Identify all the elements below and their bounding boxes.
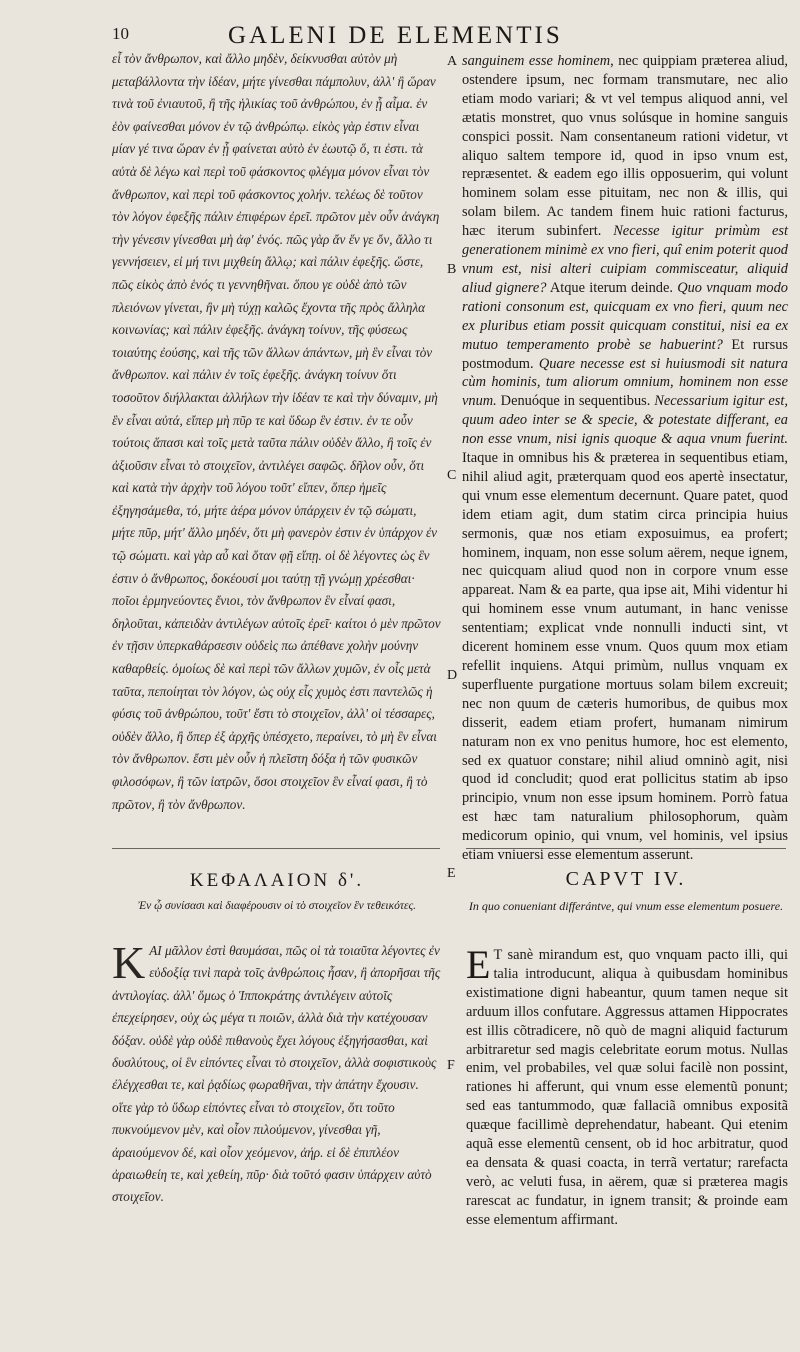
chapter-title-greek: ΚΕΦΑΛΑΙΟΝ δ'. <box>189 870 365 891</box>
margin-letter-d: D <box>447 668 458 683</box>
latin-chapter-text <box>466 942 788 1230</box>
chapter-title-latin: CAPVT IV. <box>565 868 687 890</box>
greek-column-bottom <box>112 937 442 1209</box>
latin-quote: Quare necesse est si huiusmodi sit natura cùm hominis, tum aliorum omnium, hominem non esse vnum. <box>462 355 788 410</box>
latin-quote: Quo vnquam modo rationi consonum est, quicquam ex vno fieri, quum nec ex pluribus etiam possit quicquam constitui, nisi ea ex mutuo temperamento probè se habuerint? <box>462 279 788 353</box>
page-number: 10 <box>112 24 129 43</box>
margin-letter-c: C <box>447 468 457 483</box>
latin-text: T sanè mirandum est, quo vnquam pacto illi, qui talia introducunt, aliqua à quibusdam hominibus existimatione digni habeantur, quum tamen neque sit arduum illos confutare. Aggressus attamen Hippocrates est illis cõtradicere, nõ quò de magni aliquid facturum arbitraretur sed magis celebritate eorum motus. Nullas enim, vel probabiles, vel quæ solui facilè non possint, rationes hi afferunt, qui vnum esse elementũ ponunt; sed eas tantummodo, quæ fallaciã omnibus expositã quæque facillimè deprehendatur, habeant. Qui etenim aquã esse elementũ censent, ob id hoc arbitratur, quod ea densata & quasi coacta, in terrã vertatur; rarefacta verò, ac veluti fusa, in aërem, quæ si præterea magis rarescat ac fundatur, in ignem transit; & proinde eam esse elementum affirmant. <box>466 947 788 1228</box>
margin-letter-b: B <box>447 262 457 277</box>
margin-letter-f: F <box>447 1058 455 1073</box>
latin-column-top <box>462 52 788 865</box>
latin-text: Itaque in omnibus his & præterea in sequentibus etiam, nihil aliud agit, præterquam quod eos apertè insectatur, qui vnum esse elementum decernunt. Quare patet, quod idem etiam agit, dum statim circa principia huius sermonis, quæ nos etiam exposuimus, ea profert; hominem, inquam, non esse solum aërem, neque ignem, nec quicquam aliud quod non in corpore vnum esse appareat. Nam & ea parte, qua ipse ait, Mihi videntur hi qui hominem esse vnum autumant, in hanc venisse sententiam; explicat vnde nonnulli inducti sint, vt dicerent hominem esse vnum. Quos quum mox etiam refellit inquiens. Atqui primùm, nullus vnquam ex superfluente purgatione mortuus solam bilem excreuit; nec non quum de cæteris humoribus, de quibus mox disserit, eadem etiam profert, humanam nimirum naturam non ex vno penitus humore, hoc est elemento, sed ex quatuor constare; nihil aliud omninò agit, nisi quod id concludit; quod erat pollicitus statim ab ipso principio, vnum non esse ipsum hominem. Porrò fatua est hæc tam naturalium philosophorum, quàm medicorum opinio, qui vnum, vel hominis, vel ipsius etiam vniuersi esse elementum asserunt. <box>462 450 788 864</box>
latin-column-bottom <box>466 942 788 1230</box>
greek-text: ΑΙ μᾶλλον ἐστὶ θαυμάσαι, πῶς οἱ τὰ τοιαῦτα λέγοντες ἐν εὐδοξίᾳ τινὶ παρὰ τοῖς ἀνθρώποις ἦσαν, ἢ ἀπορῆσαι τῆς ἀντιλογίας. ἀλλ' ὅμως ὁ Ἱπποκράτης ἀντιλέγειν αὐτοῖς ἐπεχείρησεν, οὐχ ὡς μέγα τι ποιῶν, ἀλλὰ διὰ τὴν κατέχουσαν δόξαν. οὐδὲ γὰρ οὐδὲ πιθανοὺς ἔχει λόγους ἐξηγήσασθαι, καὶ δυσλύτους, οἱ ἓν εἰπόντες εἶναι τὸ στοιχεῖον, ἀλλὰ σοφιστικοὺς ἐλέγχεσθαι τε, καὶ ῥᾳδίως φωραθῆναι, τὴν ἀπάτην ἔχουσιν. οἵτε γὰρ τὸ ὕδωρ εἰπόντες εἶναι τὸ στοιχεῖον, ὅτι τοῦτο πυκνούμενον μὲν, καὶ οἷον πιλούμενον, γίνεσθαι γῆ, ἀραιούμενον δέ, καὶ οἷον χεόμενον, ἀήρ. εἰ δὲ ἐπιπλέον ἀραιωθείη τε, καὶ χεθείη, πῦρ· διὰ τοῦτό φασιν ὑπάρχειν αὐτὸ στοιχεῖον. <box>112 943 441 1205</box>
latin-paragraph <box>462 52 788 865</box>
latin-text: Et rursus postmodum. <box>462 336 788 372</box>
latin-text: Atque iterum deinde. <box>546 279 673 296</box>
greek-chapter-text <box>112 937 442 1209</box>
latin-quote: sanguinem esse hominem <box>462 53 611 69</box>
margin-letter-e: E <box>447 866 456 881</box>
running-head: GALENI DE ELEMENTIS <box>228 22 563 49</box>
drop-cap-greek: Κ <box>112 937 146 988</box>
latin-text: Denuóque in sequentibus. <box>496 393 651 410</box>
greek-column-top <box>112 48 442 816</box>
chapter-subtitle-greek: Ἐν ᾧ συνίσασι καὶ διαφέρουσιν οἱ τὸ στοιχεῖον ἓν τεθεικότες. <box>137 900 417 912</box>
latin-text: , nec quippiam præterea aliud, ostendere ipsum, nec formam transmutare, nec alio etiam modo variari; & vt vel tempus aliquod anni, vel ætatis monstret, quo vnus solúsque in homine sanguis conspici possit. Nam consentaneum rationi videtur, vt aliquo saltem tempore id, quod in ipso vnum est, repræsentet. & eadem ego illis opposuerim, qui volunt hominem solam esse pituitam, nec non & illis, qui solam bilem. Ac tandem finem huic rationi facturus, hæc iterum subinfert. <box>462 53 788 240</box>
greek-text: εἶ τὸν ἄνθρωπον, καὶ ἄλλο μηδὲν, δείκνυσθαι αὐτὸν μὴ μεταβάλλοντα τὴν ἰδέαν, μήτε γίνεσθαι πάμπολυν, ἀλλ' ἢ ὥραν τινὰ τοῦ ἐνιαυτοῦ, ἢ τῆς ἡλικίας τοῦ ἀνθρώπου, ἐν ᾗ αἷμα. ἐν ἑὸν φαίνεσθαι μόνον ἐν τῷ ἀνθρώπῳ. εἰκὸς γὰρ ἐστιν εἶναι μίαν γέ τινα ὥραν ἐν ᾗ φαίνεται αὐτὸ ἐν ἑωυτῷ ὅ, τι ἐστι. τὰ αὐτὰ δὲ λέγω καὶ περὶ τοῦ φάσκοντος φλέγμα μόνον εἶναι τὸν ἄνθρωπον, καὶ περὶ τοῦ φάσκοντος χολήν. τελέως δὲ τοῦτον τὸν λόγον ἐφεξῆς πάλιν ἐπιφέρων ἐρεῖ. πρῶτον μὲν οὖν ἀνάγκη τὴν γένεσιν γίνεσθαι μὴ ἀφ' ἑνός. πῶς γὰρ ἄν ἕν γε ὄν, ἄλλο τι γεννήσειεν, εἰ μή τινι μιχθείη ἄλλῳ; καὶ πάλιν ἐφεξῆς. ὥστε, πῶς εἰκὸς ἀπὸ ἑνός τι γεννηθῆναι. ὅπου γε οὐδὲ ἀπὸ τῶν πλειόνων γίνεται, ἢν μὴ τύχῃ καλῶς ἔχοντα τῆς πρὸς ἄλληλα κοινωνίας; καὶ πάλιν ἐφεξῆς. ἀνάγκη τοίνυν, τῆς φύσεως τοιαύτης ἐούσης, καὶ τῆς τῶν ἄλλων ἁπάντων, μὴ ἓν εἶναι τὸν ἄνθρωπον. καὶ πάλιν ἐν τοῖς ἐφεξῆς. ἀνάγκη τοίνυν ὅτι τοσοῦτον διήλλακται ἀλλήλων τὴν ἰδέαν τε καὶ τὴν δύναμιν, μὴ ἓν εἶναι αὐτά, εἴπερ μὴ πῦρ τε καὶ ὕδωρ ἓν ἐστιν. ἐν τε οὖν τούτοις ἅπασι καὶ τοῖς μετὰ ταῦτα πάλιν οὐδὲν ἄλλο, ἢ τοῖς ἐν ἀξιοῦσιν εἶναι τὸ στοιχεῖον, ἀντιλέγει σαφῶς. δῆλον οὖν, ὅτι καὶ κατὰ τὴν ἀρχὴν τοῦ λόγου τοῦτ' εἴπεν, ὅπερ ἡμεῖς ἐξηγησάμεθα, τό, μήτε ἀέρα μόνον ὑπάρχειν ἐν τῷ σώματι, μήτε πῦρ, μήτ' ἄλλο μηδέν, ὅτι μὴ φανερὸν ἐστιν ἐν ὑπάρχον ἐν τῷ σώματι. καὶ γὰρ αὖ καὶ ὅταν φῇ εἴπῃ. οἱ δὲ λέγοντες ὡς ἓν ἐστιν ὁ ἄνθρωπος, δοκέουσί μοι ταύτῃ τῇ γνώμῃ χρέεσθαι· ποῖοι ἑρμηνεύοντες ἔνιοι, τὸν ἄνθρωπον ἓν εἶναί φασι, δηλοῦται, κἀπειδὰν ἀντιλέγων αὐτοῖς ἐρεῖ· καίτοι ὁ μὲν πρῶτον ἐν τῇσιν ὑπερκαθάρσεσιν οὐδεὶς πω ἀπέθανε χολὴν μούνην καθαρθείς. ὁμοίως δὲ καὶ περὶ τῶν ἄλλων χυμῶν, ἐν οἷς μετὰ ταῦτα, πεποίηται τὸν λόγον, ὡς οὐχ εἷς χυμὸς ἐστι παντελῶς ἡ φύσις τοῦ ἀνθρώπου, τοῦτ' ἔστι τὸ στοιχεῖον, ἀλλ' οἱ τέσσαρες, οὐδὲν ἄλλο, ἢ ὅπερ ἐξ ἀρχῆς ὑπέσχετο, περαίνει, τὸ μὴ ἓν εἶναι τὸν ἄνθρωπον. ἔστι μὲν οὖν ἡ πλεῖστη δόξα ἡ τῶν φυσικῶν φιλοσόφων, ἢ τῶν ἰατρῶν, ὅσοι στοιχεῖον ἓν εἶναί φασι, ἢ τὸ πρῶτον, ἢ τὸν ἄνθρωπον. <box>112 51 441 812</box>
margin-letter-a: A <box>447 54 458 69</box>
latin-quote: Necesse igitur primùm est generationem minimè ex vno fieri, quî enim poterit quod vnum est, nisi alteri cuipiam commisceatur, aliquid aliud gignere? <box>462 223 788 296</box>
latin-quote: Necessarium igitur est, quum adeo inter se & specie, & potestate differant, ea non esse vnum, nisi ignis quoque & aqua vnum fuerint. <box>462 393 788 448</box>
divider-rule-left <box>112 848 440 849</box>
drop-cap-latin: E <box>466 942 491 987</box>
divider-rule-right <box>466 848 786 849</box>
chapter-subtitle-latin: In quo conueniant differántve, qui vnum esse elementum posuere. <box>468 899 784 913</box>
